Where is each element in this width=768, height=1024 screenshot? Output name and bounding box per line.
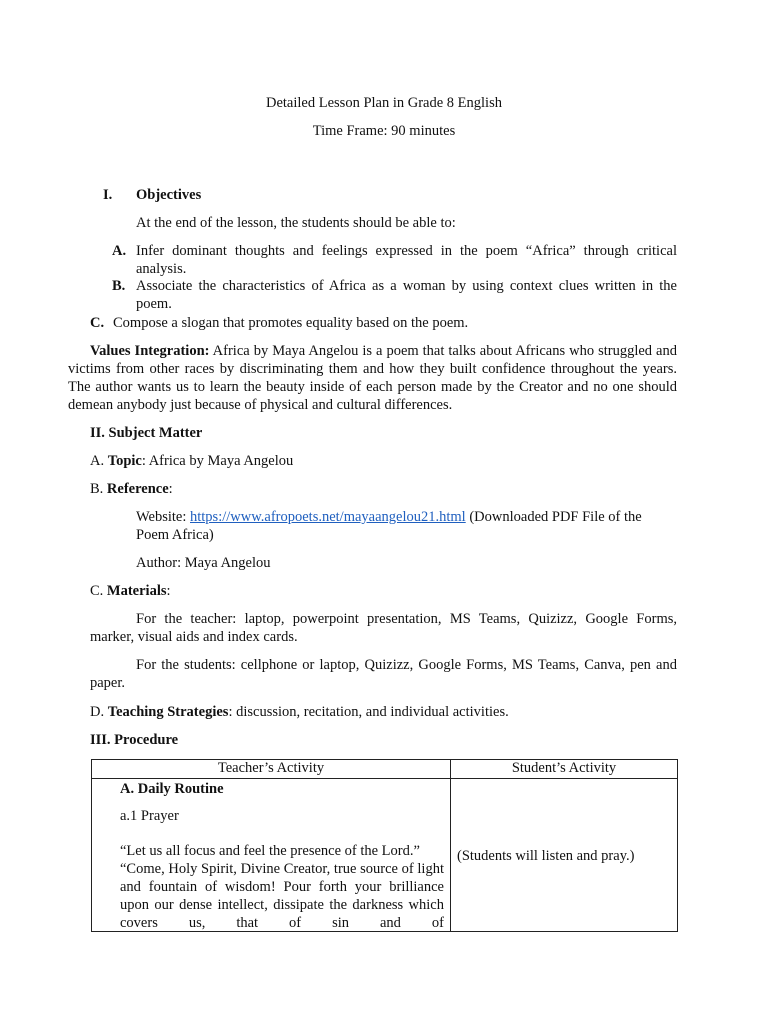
reference-website: Website: https://www.afropoets.net/mayaangelou21.html (Downloaded PDF File of the Poem Africa) [136, 509, 642, 543]
document-title: Detailed Lesson Plan in Grade 8 English [266, 95, 502, 111]
reference-url-link[interactable]: https://www.afropoets.net/mayaangelou21.html [190, 509, 466, 525]
objective-c-letter: C. [90, 315, 105, 331]
materials-line: C. Materials: [90, 583, 171, 599]
teacher-cell [92, 779, 451, 932]
materials-label: Materials [106, 583, 167, 599]
objective-b-text: Associate the characteristics of Africa as a woman by using context clues written in the poem. [136, 278, 677, 312]
objective-a-text: Infer dominant thoughts and feelings expressed in the poem “Africa” through critical analysis. [136, 243, 677, 277]
values-label: Values Integration: [90, 343, 210, 359]
table-row [92, 779, 678, 932]
topic-label: Topic [107, 453, 142, 469]
procedure-heading: III. Procedure [90, 732, 179, 748]
objective-b-letter: B. [112, 278, 126, 294]
prayer-quote-1: “Let us all focus and feel the presence of the Lord.” [120, 843, 420, 859]
subject-matter-heading: II. Subject Matter [90, 425, 203, 441]
objective-a-letter: A. [112, 243, 127, 259]
strategies-line: D. Teaching Strategies: discussion, recitation, and individual activities. [90, 704, 509, 720]
values-text: Africa by Maya Angelou is a poem that talks about Africans who struggled and victims from other races by discriminating them and how they built confidence throughout the years. The author wants us to learn the beauty inside of each person made by the Creator and no one should demean anybody just because of physical and cultural differences. [68, 343, 677, 413]
daily-routine-heading: A. Daily Routine [120, 781, 224, 797]
values-integration [68, 342, 677, 414]
prayer-quote-2: “Come, Holy Spirit, Divine Creator, true source of light and fountain of wisdom! Pour forth your brilliance upon our dense intellect, dissipate the darkness which covers us, that of sin and of [120, 861, 444, 931]
table-header-row [92, 760, 678, 779]
student-response: (Students will listen and pray.) [457, 848, 635, 864]
strategies-label: Teaching Strategies [107, 704, 229, 720]
student-cell [451, 779, 678, 932]
materials-teacher: For the teacher: laptop, powerpoint presentation, MS Teams, Quizizz, Google Forms, marker, visual aids and index cards. [90, 611, 677, 645]
objectives-heading: Objectives [136, 187, 202, 203]
topic-line: A. Topic: Africa by Maya Angelou [90, 453, 294, 469]
objectives-numeral: I. [103, 187, 113, 203]
reference-line: B. Reference: [90, 481, 173, 497]
objectives-intro: At the end of the lesson, the students should be able to: [136, 215, 456, 231]
prayer-subheading: a.1 Prayer [120, 808, 179, 824]
reference-label: Reference [106, 481, 169, 497]
objective-c-text: Compose a slogan that promotes equality based on the poem. [113, 315, 469, 331]
time-frame: Time Frame: 90 minutes [312, 123, 456, 139]
materials-students: For the students: cellphone or laptop, Quizizz, Google Forms, MS Teams, Canva, pen and paper. [90, 657, 677, 691]
col-teacher-header: Teacher’s Activity [92, 760, 451, 779]
reference-author: Author: Maya Angelou [136, 555, 271, 571]
procedure-table [91, 759, 678, 932]
col-student-header: Student’s Activity [451, 760, 678, 779]
